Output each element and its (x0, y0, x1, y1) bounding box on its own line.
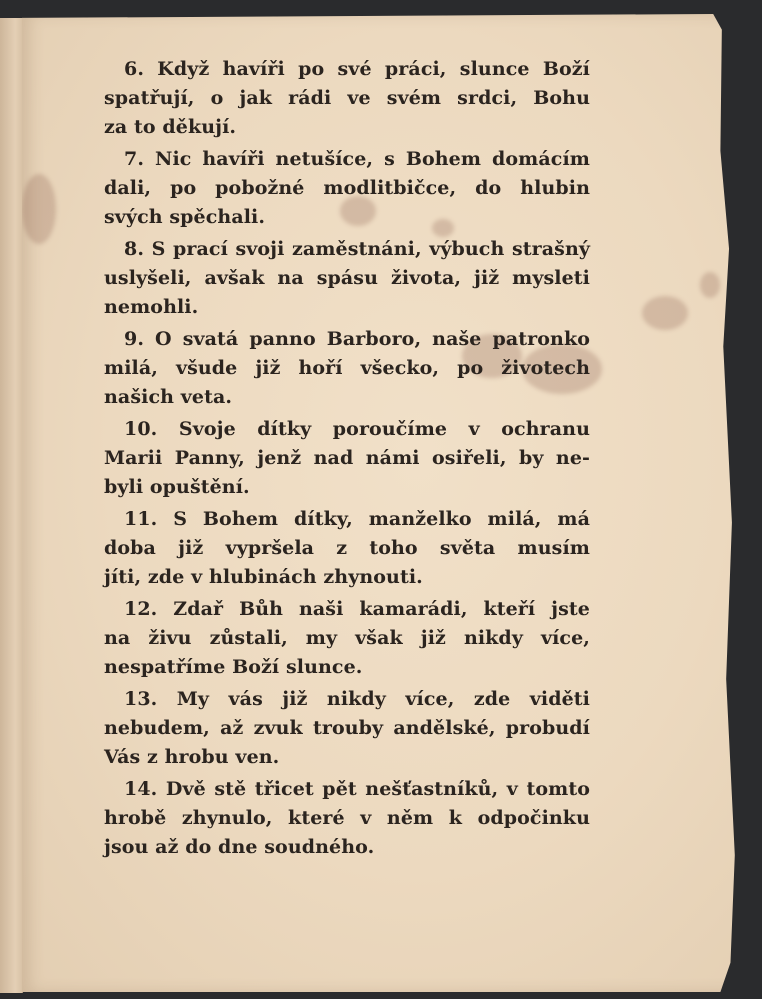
text-line: jíti, zde v hlubinách zhynouti. (104, 566, 423, 588)
text-line: jsou až do dne soudného. (104, 836, 375, 858)
verse-9 (104, 325, 590, 412)
text-line: svých spěchali. (104, 206, 266, 228)
text-line: 13. My vás již nikdy více, zde viděti (124, 688, 590, 710)
text-line: uslyšeli, avšak na spásu života, již mysleti (104, 267, 590, 289)
verse-13 (104, 685, 590, 772)
verse-10 (104, 415, 590, 502)
left-page-edge (0, 18, 23, 993)
text-line: našich veta. (104, 386, 233, 408)
text-line: doba již vypršela z toho světa musím (104, 537, 590, 559)
text-line: 8. S prací svoji zaměstnáni, výbuch strašný (124, 238, 590, 260)
text-line: dali, po pobožné modlitbičce, do hlubin (104, 177, 590, 199)
text-line: 7. Nic havíři netušíce, s Bohem domácím (124, 148, 590, 170)
stain (700, 272, 720, 298)
text-line: nemohli. (104, 296, 199, 318)
verse-11 (104, 505, 590, 592)
text-line: 10. Svoje dítky poroučíme v ochranu (124, 418, 590, 440)
text-line: 6. Když havíři po své práci, slunce Boží (124, 58, 590, 80)
text-line: nebudem, až zvuk trouby andělské, probudí (104, 717, 590, 739)
text-line: 14. Dvě stě třicet pět nešťastníků, v tomto (124, 778, 590, 800)
stain (642, 296, 688, 330)
text-line: za to děkují. (104, 116, 237, 138)
text-line: 12. Zdař Bůh naši kamarádi, kteří jste (124, 598, 590, 620)
text-line: 9. O svatá panno Barboro, naše patronko (124, 328, 590, 350)
text-line: na živu zůstali, my však již nikdy více, (104, 627, 590, 649)
text-line: Marii Panny, jenž nad námi osiřeli, by ne- (104, 447, 590, 469)
text-line: Vás z hrobu ven. (104, 746, 280, 768)
verse-7 (104, 145, 590, 232)
text-line: spatřují, o jak rádi ve svém srdci, Bohu (104, 87, 590, 109)
stain (22, 174, 56, 244)
verse-12 (104, 595, 590, 682)
verse-8 (104, 235, 590, 322)
verse-14 (104, 775, 590, 862)
text-line: 11. S Bohem dítky, manželko milá, má (124, 508, 590, 530)
text-line: hrobě zhynulo, které v něm k odpočinku (104, 807, 590, 829)
text-line: byli opuštění. (104, 476, 250, 498)
text-line: milá, všude již hoří všecko, po životech (104, 357, 590, 379)
verse-6 (104, 55, 590, 142)
text-block (104, 55, 590, 865)
text-line: nespatříme Boží slunce. (104, 656, 363, 678)
